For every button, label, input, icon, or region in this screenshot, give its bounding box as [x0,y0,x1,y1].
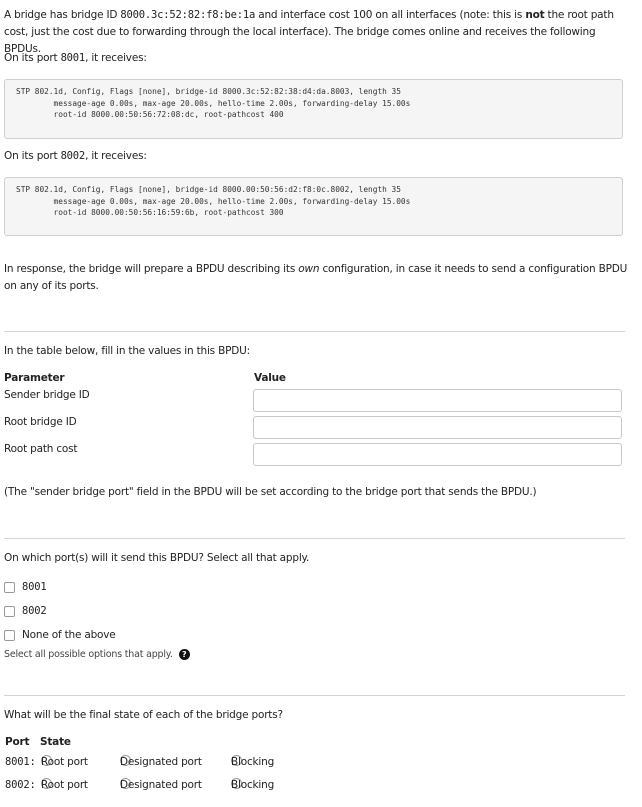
port1-bpdu-code: STP 802.1d, Config, Flags [none], bridge-id 8000.3c:52:82:38:d4:da.8003, length 35 message-age 0.00s, max-age 20.00s, hello-time 2.00s, forwarding-delay 15.00s root-id 8000.00:50:56:72:08:dc, root-pathcost 400 [4,79,623,139]
row-label-root-bridge-id: Root bridge ID [4,416,77,428]
port-label: 8001: [5,756,36,768]
option-none[interactable] [4,628,116,642]
port2-id: 8002 [60,150,86,162]
divider [4,695,625,696]
response-paragraph [4,261,629,295]
bridge-id: 8000.3c:52:82:f8:be:1a [120,9,256,21]
help-icon[interactable]: ? [179,649,190,660]
value-header: Value [254,372,286,384]
intro-emphasis: not [525,9,545,21]
radio-label: Designated port [120,779,202,791]
param-header: Parameter [4,372,65,384]
intro-text: the root path cost, just the cost due to forwarding through the local interface). The bridge comes online and receives the following BPDUs. [4,9,614,55]
radio-label: Designated port [120,756,202,768]
port2-heading-text: On its port [4,150,61,162]
radio-label: Root port [41,779,88,791]
option-8002[interactable] [4,604,47,618]
option-8001[interactable] [4,580,47,594]
port-label: 8002: [5,779,36,791]
option-label: 8001 [22,581,47,593]
response-text: In response, the bridge will prepare a BPDU describing its [4,263,299,275]
radio-label: Root port [41,756,88,768]
checkbox-8001[interactable] [4,582,15,593]
port1-id: 8001 [60,52,86,64]
send-question: On which port(s) will it send this BPDU? Select all that apply. [4,552,310,564]
state-header: State [40,736,71,748]
intro-text: and interface cost 100 on all interfaces (note: this is [255,9,526,21]
port1-heading [4,50,147,67]
port-header: Port [5,736,30,748]
radio-label: Blocking [231,756,275,768]
select-hint [4,649,190,660]
port1-heading-text: , it receives: [85,52,147,64]
table-instruction: In the table below, fill in the values in this BPDU: [4,345,250,357]
checkbox-none[interactable] [4,630,15,641]
sender-bridge-id-input[interactable] [253,389,622,412]
port2-heading-text: , it receives: [85,150,147,162]
final-question: What will be the final state of each of the bridge ports? [4,709,283,721]
divider [4,331,625,332]
intro-text: A bridge has bridge ID [4,9,121,21]
radio-label: Blocking [231,779,275,791]
hint-text: Select all possible options that apply. [4,649,173,660]
root-bridge-id-input[interactable] [253,416,622,439]
sender-port-note: (The "sender bridge port" field in the BPDU will be set according to the bridge port that sends the BPDU.) [4,486,537,498]
port1-heading-text: On its port [4,52,61,64]
divider [4,538,625,539]
port2-heading [4,148,147,165]
port2-bpdu-code: STP 802.1d, Config, Flags [none], bridge-id 8000.00:50:56:d2:f8:0c.8002, length 35 message-age 0.00s, max-age 20.00s, hello-time 2.00s, forwarding-delay 15.00s root-id 8000.00:50:56:16:59:6b, root-pathcost 300 [4,177,623,236]
option-label: 8002 [22,605,47,617]
row-label-sender-bridge-id: Sender bridge ID [4,389,90,401]
response-emphasis: own [298,263,320,275]
row-label-root-path-cost: Root path cost [4,443,78,455]
response-text: configuration, in case it needs to send a configuration BPDU on any of its ports. [4,263,628,292]
option-label: None of the above [22,629,116,641]
root-path-cost-input[interactable] [253,443,622,466]
checkbox-8002[interactable] [4,606,15,617]
